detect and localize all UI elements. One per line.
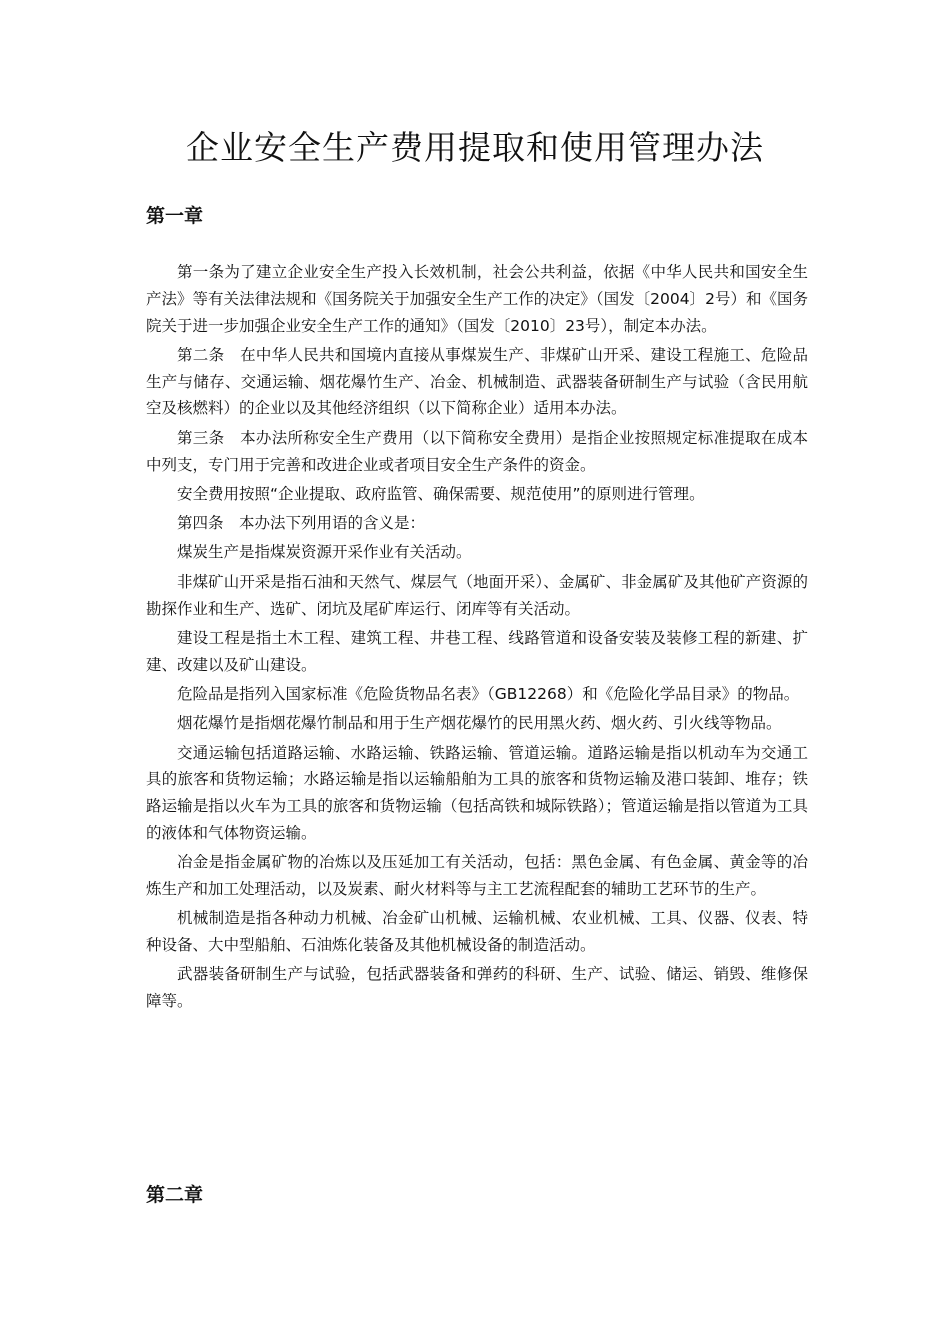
- document-body: [146, 259, 808, 1018]
- document-title: 企业安全生产费用提取和使用管理办法: [186, 128, 764, 168]
- paragraph: 危险品是指列入国家标准《危险货物品名表》（GB12268）和《危险化学品目录》的物品。: [177, 684, 800, 703]
- paragraph: 煤炭生产是指煤炭资源开采作业有关活动。: [177, 543, 472, 562]
- paragraph: 第一条为了建立企业安全生产投入长效机制，社会公共利益，依据《中华人民共和国安全生产法》等有关法律法规和《国务院关于加强安全生产工作的决定》（国发〔2004〕2号）和《国务院关于进一步加强企业安全生产工作的通知》（国发〔2010〕23号），制定本办法。: [146, 263, 808, 335]
- chapter-heading: 第一章: [146, 205, 204, 227]
- chapter-heading: 第二章: [146, 1184, 204, 1206]
- paragraph: 武器装备研制生产与试验，包括武器装备和弹药的科研、生产、试验、储运、销毁、维修保障等。: [146, 965, 808, 1011]
- paragraph: 冶金是指金属矿物的冶炼以及压延加工有关活动，包括：黑色金属、有色金属、黄金等的冶炼生产和加工处理活动，以及炭素、耐火材料等与主工艺流程配套的辅助工艺环节的生产。: [146, 853, 808, 899]
- paragraph: 第二条 在中华人民共和国境内直接从事煤炭生产、非煤矿山开采、建设工程施工、危险品生产与储存、交通运输、烟花爆竹生产、冶金、机械制造、武器装备研制生产与试验（含民用航空及核燃料）的企业以及其他经济组织（以下简称企业）适用本办法。: [146, 345, 808, 418]
- paragraph: 第四条 本办法下列用语的含义是：: [177, 514, 426, 533]
- paragraph: 机械制造是指各种动力机械、冶金矿山机械、运输机械、农业机械、工具、仪器、仪表、特种设备、大中型船舶、石油炼化装备及其他机械设备的制造活动。: [146, 909, 808, 955]
- paragraph: 建设工程是指土木工程、建筑工程、井巷工程、线路管道和设备安装及装修工程的新建、扩建、改建以及矿山建设。: [146, 628, 808, 674]
- paragraph: 安全费用按照“企业提取、政府监管、确保需要、规范使用”的原则进行管理。: [177, 484, 705, 503]
- paragraph: 烟花爆竹是指烟花爆竹制品和用于生产烟花爆竹的民用黑火药、烟火药、引火线等物品。: [177, 714, 782, 733]
- paragraph: 第三条 本办法所称安全生产费用（以下简称安全费用）是指企业按照规定标准提取在成本中列支，专门用于完善和改进企业或者项目安全生产条件的资金。: [146, 428, 808, 474]
- paragraph: 交通运输包括道路运输、水路运输、铁路运输、管道运输。道路运输是指以机动车为交通工具的旅客和货物运输；水路运输是指以运输船舶为工具的旅客和货物运输及港口装卸、堆存；铁路运输是指以火车为工具的旅客和货物运输（包括高铁和城际铁路）；管道运输是指以管道为工具的液体和气体物资运输。: [146, 743, 808, 842]
- paragraph: 非煤矿山开采是指石油和天然气、煤层气（地面开采）、金属矿、非金属矿及其他矿产资源的勘探作业和生产、选矿、闭坑及尾矿库运行、闭库等有关活动。: [146, 572, 808, 618]
